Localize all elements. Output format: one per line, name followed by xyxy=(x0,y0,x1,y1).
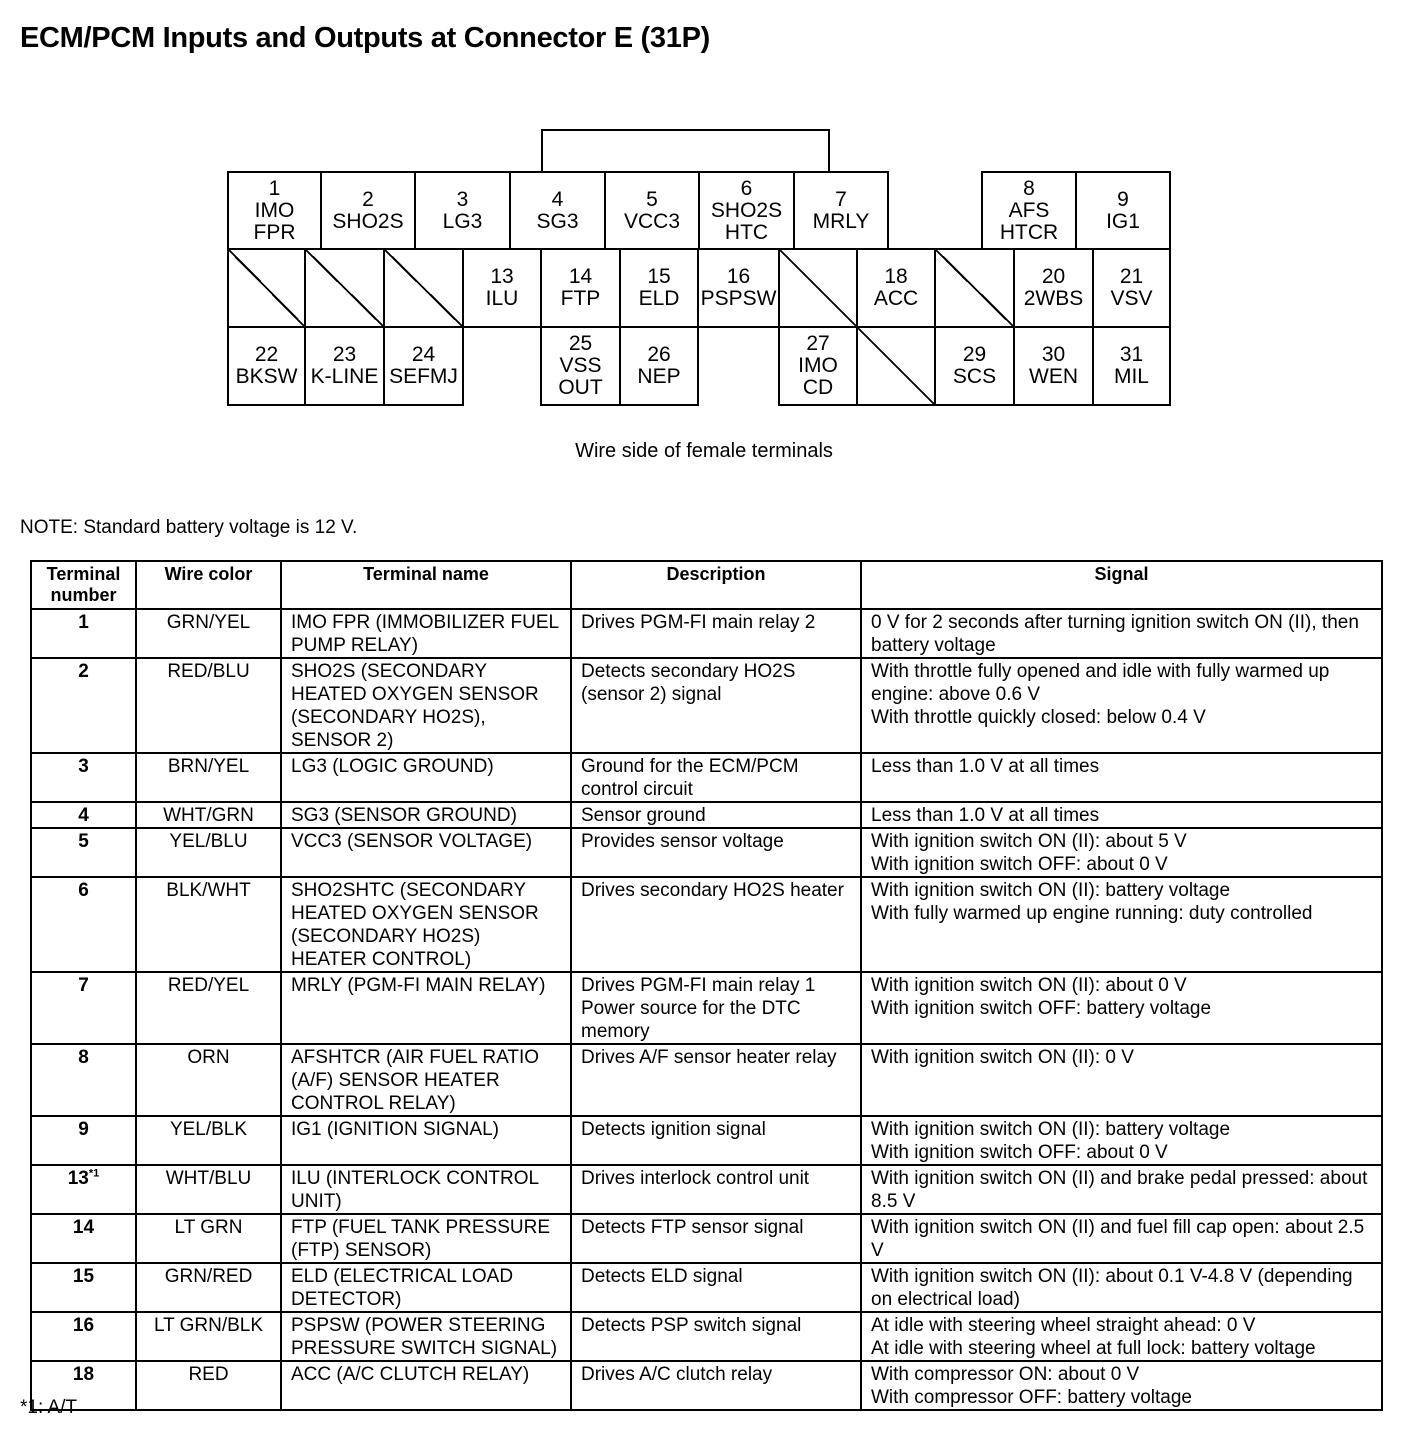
cell-terminal: 5 xyxy=(31,828,136,877)
cell-terminal: 1 xyxy=(31,609,136,658)
cell-terminal: 8 xyxy=(31,1044,136,1116)
terminal-label: IMO xyxy=(254,198,295,222)
blank-terminal xyxy=(227,248,306,328)
terminal-label: VSV xyxy=(1110,287,1153,310)
terminal-number: 7 xyxy=(835,187,847,211)
blank-terminal xyxy=(304,248,385,328)
terminal-number: 27 xyxy=(806,332,830,355)
terminal-label: HTC xyxy=(724,220,769,244)
terminal-label: FTP xyxy=(560,287,601,310)
terminal-number: 21 xyxy=(1119,265,1144,288)
terminal-label: MRLY xyxy=(812,209,870,233)
terminal-label: LG3 xyxy=(442,209,483,233)
cell-terminal: 16 xyxy=(31,1312,136,1361)
cell-wire-color: RED/BLU xyxy=(136,658,281,753)
cell-terminal-name: PSPSW (POWER STEERING PRESSURE SWITCH SIGNAL) xyxy=(281,1312,571,1361)
terminal-13 xyxy=(462,248,542,328)
header-signal: Signal xyxy=(861,561,1382,609)
terminal-label: HTCR xyxy=(999,220,1059,244)
cell-description: Sensor ground xyxy=(571,802,861,828)
cell-terminal-name: AFSHTCR (AIR FUEL RATIO (A/F) SENSOR HEATER CONTROL RELAY) xyxy=(281,1044,571,1116)
cell-signal: With throttle fully opened and idle with fully warmed up engine: above 0.6 V With throttle quickly closed: below 0.4 V xyxy=(861,658,1382,753)
cell-terminal-name: ACC (A/C CLUTCH RELAY) xyxy=(281,1361,571,1410)
terminal-26 xyxy=(619,326,699,406)
cell-terminal-name: MRLY (PGM-FI MAIN RELAY) xyxy=(281,972,571,1044)
cell-terminal: 7 xyxy=(31,972,136,1044)
terminal-22 xyxy=(227,326,306,406)
terminal-label: K-LINE xyxy=(310,365,379,388)
terminal-23 xyxy=(304,326,385,406)
terminal-number: 25 xyxy=(568,332,593,355)
table-header-row xyxy=(31,561,1382,609)
cell-signal: 0 V for 2 seconds after turning ignition switch ON (II), then battery voltage xyxy=(861,609,1382,658)
table-row xyxy=(31,972,1382,1044)
terminal-label: BKSW xyxy=(235,365,298,388)
terminal-label: IMO xyxy=(798,354,838,377)
terminal-label: VCC3 xyxy=(623,209,681,233)
header-description: Description xyxy=(571,561,861,609)
terminal-5 xyxy=(604,171,700,250)
table-row xyxy=(31,658,1382,753)
terminal-18 xyxy=(856,248,936,328)
terminal-number: 29 xyxy=(962,343,987,366)
terminal-label: SCS xyxy=(952,365,997,388)
table-row xyxy=(31,802,1382,828)
table-row xyxy=(31,1312,1382,1361)
connector-caption: Wire side of female terminals xyxy=(575,440,833,462)
terminal-number: 2 xyxy=(362,187,374,211)
cell-signal: With ignition switch ON (II): battery voltage With ignition switch OFF: about 0 V xyxy=(861,1116,1382,1165)
terminal-table xyxy=(30,560,1383,1411)
cell-wire-color: WHT/BLU xyxy=(136,1165,281,1214)
cell-signal: Less than 1.0 V at all times xyxy=(861,753,1382,802)
terminal-number: 30 xyxy=(1041,343,1066,366)
table-row xyxy=(31,1214,1382,1263)
cell-terminal-name: ILU (INTERLOCK CONTROL UNIT) xyxy=(281,1165,571,1214)
page-title: ECM/PCM Inputs and Outputs at Connector E (31P) xyxy=(20,22,710,54)
table-row xyxy=(31,1165,1382,1214)
cell-signal: With ignition switch ON (II): about 5 V With ignition switch OFF: about 0 V xyxy=(861,828,1382,877)
terminal-label: OUT xyxy=(558,376,603,399)
cell-description: Detects FTP sensor signal xyxy=(571,1214,861,1263)
terminal-24 xyxy=(383,326,464,406)
terminal-2 xyxy=(320,171,416,250)
terminal-29 xyxy=(934,326,1015,406)
table-row xyxy=(31,877,1382,972)
terminal-number: 4 xyxy=(551,187,564,211)
cell-description: Detects ELD signal xyxy=(571,1263,861,1312)
terminal-4 xyxy=(509,171,606,250)
terminal-number: 3 xyxy=(456,187,469,211)
cell-signal: With ignition switch ON (II): about 0 V With ignition switch OFF: battery voltage xyxy=(861,972,1382,1044)
terminal-label: SHO2S xyxy=(332,209,404,233)
terminal-25 xyxy=(540,326,621,406)
terminal-label: VSS xyxy=(559,354,602,377)
cell-terminal: 18 xyxy=(31,1361,136,1410)
connector-latch xyxy=(541,129,830,173)
cell-wire-color: YEL/BLU xyxy=(136,828,281,877)
terminal-number: 20 xyxy=(1041,265,1066,288)
terminal-8 xyxy=(981,171,1077,250)
cell-terminal-name: VCC3 (SENSOR VOLTAGE) xyxy=(281,828,571,877)
terminal-label: SHO2S xyxy=(710,198,783,222)
terminal-number: 16 xyxy=(726,265,751,288)
terminal-number: 5 xyxy=(646,187,658,211)
cell-terminal-name: ELD (ELECTRICAL LOAD DETECTOR) xyxy=(281,1263,571,1312)
terminal-label: CD xyxy=(802,376,834,399)
cell-wire-color: GRN/YEL xyxy=(136,609,281,658)
terminal-1 xyxy=(227,171,322,250)
terminal-number: 23 xyxy=(332,343,357,366)
cell-description: Detects secondary HO2S (sensor 2) signal xyxy=(571,658,861,753)
cell-signal: With ignition switch ON (II): 0 V xyxy=(861,1044,1382,1116)
cell-signal: With compressor ON: about 0 V With compressor OFF: battery voltage xyxy=(861,1361,1382,1410)
table-row xyxy=(31,1044,1382,1116)
terminal-label: WEN xyxy=(1029,365,1078,388)
terminal-label: SEFMJ xyxy=(389,365,458,388)
terminal-number: 26 xyxy=(647,343,671,366)
terminal-label: ACC xyxy=(873,287,919,310)
terminal-label: SG3 xyxy=(536,209,579,233)
cell-description: Ground for the ECM/PCM control circuit xyxy=(571,753,861,802)
cell-terminal: 14 xyxy=(31,1214,136,1263)
terminal-label: IG1 xyxy=(1106,209,1140,233)
blank-terminal xyxy=(934,248,1015,328)
cell-description: Detects ignition signal xyxy=(571,1116,861,1165)
table-row xyxy=(31,1263,1382,1312)
terminal-27 xyxy=(778,326,858,406)
cell-wire-color: GRN/RED xyxy=(136,1263,281,1312)
terminal-6 xyxy=(698,171,795,250)
cell-terminal-name: LG3 (LOGIC GROUND) xyxy=(281,753,571,802)
cell-description: Drives A/F sensor heater relay xyxy=(571,1044,861,1116)
terminal-number: 13 xyxy=(490,265,514,288)
blank-terminal xyxy=(778,248,858,328)
header-terminal-name: Terminal name xyxy=(281,561,571,609)
cell-terminal-name: SG3 (SENSOR GROUND) xyxy=(281,802,571,828)
table-row xyxy=(31,828,1382,877)
footnote: *1: A/T xyxy=(20,1397,78,1418)
header-terminal-number: Terminal number xyxy=(31,561,136,609)
table-row xyxy=(31,1361,1382,1410)
terminal-31 xyxy=(1092,326,1171,406)
blank-terminal xyxy=(383,248,464,328)
table-row xyxy=(31,609,1382,658)
cell-terminal-name: IMO FPR (IMMOBILIZER FUEL PUMP RELAY) xyxy=(281,609,571,658)
cell-description: Drives PGM-FI main relay 1 Power source for the DTC memory xyxy=(571,972,861,1044)
cell-signal: With ignition switch ON (II): about 0.1 V-4.8 V (depending on electrical load) xyxy=(861,1263,1382,1312)
table-row xyxy=(31,1116,1382,1165)
cell-terminal: 9 xyxy=(31,1116,136,1165)
terminal-label: ELD xyxy=(638,287,680,310)
cell-wire-color: ORN xyxy=(136,1044,281,1116)
cell-terminal: 3 xyxy=(31,753,136,802)
cell-terminal-name: FTP (FUEL TANK PRESSURE (FTP) SENSOR) xyxy=(281,1214,571,1263)
terminal-label: AFS xyxy=(1008,198,1050,222)
cell-description: Provides sensor voltage xyxy=(571,828,861,877)
cell-signal: With ignition switch ON (II) and fuel fill cap open: about 2.5 V xyxy=(861,1214,1382,1263)
terminal-label: 2WBS xyxy=(1023,287,1084,310)
terminal-number: 24 xyxy=(411,343,436,366)
terminal-9 xyxy=(1075,171,1171,250)
terminal-3 xyxy=(414,171,511,250)
terminal-number: 22 xyxy=(254,343,279,366)
terminal-number: 1 xyxy=(268,176,281,200)
cell-wire-color: YEL/BLK xyxy=(136,1116,281,1165)
cell-wire-color: BLK/WHT xyxy=(136,877,281,972)
cell-description: Drives secondary HO2S heater xyxy=(571,877,861,972)
cell-description: Detects PSP switch signal xyxy=(571,1312,861,1361)
cell-terminal: 2 xyxy=(31,658,136,753)
terminal-label: ILU xyxy=(485,287,519,310)
cell-description: Drives A/C clutch relay xyxy=(571,1361,861,1410)
cell-terminal-name: IG1 (IGNITION SIGNAL) xyxy=(281,1116,571,1165)
cell-signal: With ignition switch ON (II): battery voltage With fully warmed up engine running: duty controlled xyxy=(861,877,1382,972)
cell-wire-color: LT GRN/BLK xyxy=(136,1312,281,1361)
terminal-number: 15 xyxy=(647,265,671,288)
cell-wire-color: RED/YEL xyxy=(136,972,281,1044)
terminal-number: 31 xyxy=(1119,343,1144,366)
terminal-label: PSPSW xyxy=(700,287,777,310)
cell-terminal-name: SHO2S (SECONDARY HEATED OXYGEN SENSOR (SECONDARY HO2S), SENSOR 2) xyxy=(281,658,571,753)
cell-description: Drives PGM-FI main relay 2 xyxy=(571,609,861,658)
terminal-label: NEP xyxy=(637,365,681,388)
terminal-15 xyxy=(619,248,699,328)
terminal-label: MIL xyxy=(1113,365,1149,388)
header-wire-color: Wire color xyxy=(136,561,281,609)
blank-terminal xyxy=(856,326,936,406)
terminal-21 xyxy=(1092,248,1171,328)
cell-terminal: 15 xyxy=(31,1263,136,1312)
cell-wire-color: BRN/YEL xyxy=(136,753,281,802)
cell-signal: At idle with steering wheel straight ahead: 0 V At idle with steering wheel at full lock: battery voltage xyxy=(861,1312,1382,1361)
table-row xyxy=(31,753,1382,802)
terminal-number: 14 xyxy=(568,265,593,288)
terminal-number: 8 xyxy=(1023,176,1035,200)
battery-note: NOTE: Standard battery voltage is 12 V. xyxy=(20,517,358,538)
cell-description: Drives interlock control unit xyxy=(571,1165,861,1214)
terminal-20 xyxy=(1013,248,1094,328)
terminal-number: 6 xyxy=(740,176,753,200)
cell-terminal: 6 xyxy=(31,877,136,972)
cell-terminal: 13$^{*1}$ xyxy=(31,1165,136,1214)
cell-wire-color: LT GRN xyxy=(136,1214,281,1263)
terminal-14 xyxy=(540,248,621,328)
terminal-number: 9 xyxy=(1117,187,1129,211)
cell-signal: With ignition switch ON (II) and brake pedal pressed: about 8.5 V xyxy=(861,1165,1382,1214)
cell-wire-color: WHT/GRN xyxy=(136,802,281,828)
connector-diagram xyxy=(0,0,1408,420)
footnote-marker: *1 xyxy=(88,1167,100,1180)
terminal-label: FPR xyxy=(253,220,296,244)
terminal-30 xyxy=(1013,326,1094,406)
terminal-number: 18 xyxy=(884,265,908,288)
cell-wire-color: RED xyxy=(136,1361,281,1410)
cell-signal: Less than 1.0 V at all times xyxy=(861,802,1382,828)
cell-terminal: 4 xyxy=(31,802,136,828)
cell-terminal-name: SHO2SHTC (SECONDARY HEATED OXYGEN SENSOR (SECONDARY HO2S) HEATER CONTROL) xyxy=(281,877,571,972)
terminal-16 xyxy=(697,248,780,328)
terminal-7 xyxy=(793,171,889,250)
